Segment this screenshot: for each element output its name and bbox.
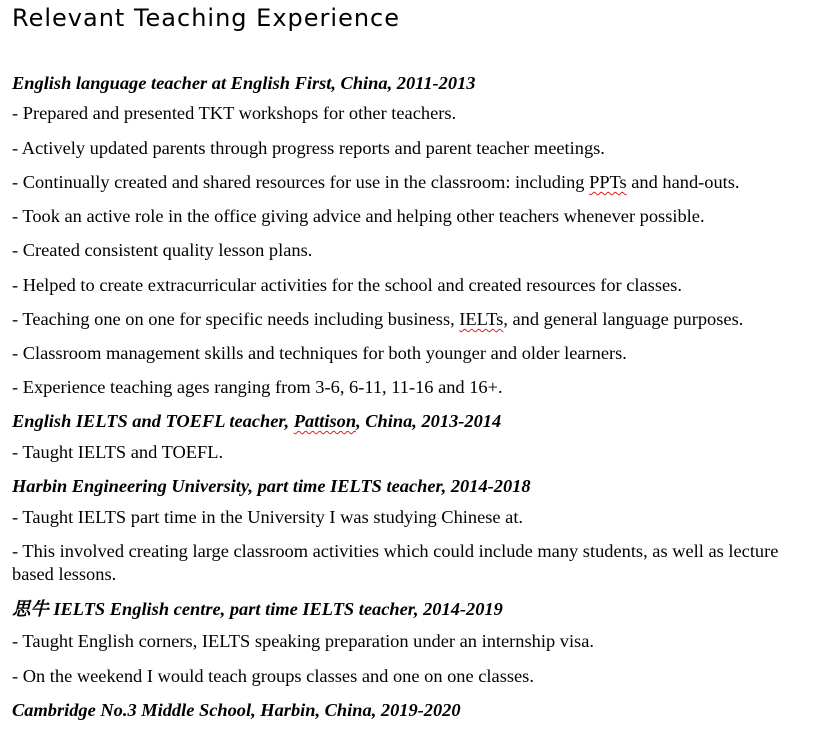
bullet-item: - Taught IELTS and TOEFL.	[12, 442, 224, 462]
text: , China, 2013-2014	[356, 411, 502, 431]
bullet-item: - Classroom management skills and techniques for both younger and older learners.	[12, 343, 627, 363]
bullet-item: - Took an active role in the office giving advice and helping other teachers whenever possible.	[12, 206, 705, 226]
bullet-item	[12, 171, 740, 193]
bullet-item: - Taught English corners, IELTS speaking preparation under an internship visa.	[12, 631, 594, 651]
bullet-item: - This involved creating large classroom activities which could include many students, as well as lecture based lessons.	[12, 541, 779, 584]
job-title	[12, 410, 501, 432]
spellcheck-flagged-word[interactable]: IELTs	[459, 309, 504, 329]
text: , and general language purposes.	[503, 309, 744, 329]
text: English IELTS and TOEFL teacher,	[12, 411, 294, 431]
spellcheck-flagged-word[interactable]: PPTs	[589, 172, 627, 192]
bullet-item: - Helped to create extracurricular activities for the school and created resources for classes.	[12, 275, 682, 295]
bullet-item: - Experience teaching ages ranging from 3-6, 6-11, 11-16 and 16+.	[12, 377, 503, 397]
text: and hand-outs.	[626, 172, 740, 192]
section-heading: Relevant Teaching Experience	[12, 4, 400, 32]
job-title: English language teacher at English First, China, 2011-2013	[12, 73, 476, 93]
text: - Teaching one on one for specific needs including business,	[12, 309, 460, 329]
job-title: 思牛 IELTS English centre, part time IELTS teacher, 2014-2019	[12, 599, 503, 619]
job-title: Harbin Engineering University, part time IELTS teacher, 2014-2018	[12, 476, 531, 496]
bullet-item	[12, 308, 743, 330]
job-title: Cambridge No.3 Middle School, Harbin, China, 2019-2020	[12, 700, 461, 720]
bullet-item: - On the weekend I would teach groups classes and one on one classes.	[12, 666, 534, 686]
bullet-item: - Actively updated parents through progress reports and parent teacher meetings.	[12, 138, 605, 158]
bullet-item: - Prepared and presented TKT workshops for other teachers.	[12, 103, 457, 123]
bullet-item: - Taught IELTS part time in the University I was studying Chinese at.	[12, 507, 524, 527]
text: - Continually created and shared resources for use in the classroom: including	[12, 172, 590, 192]
bullet-item: - Created consistent quality lesson plans.	[12, 240, 313, 260]
spellcheck-flagged-word[interactable]: Pattison	[293, 411, 357, 431]
